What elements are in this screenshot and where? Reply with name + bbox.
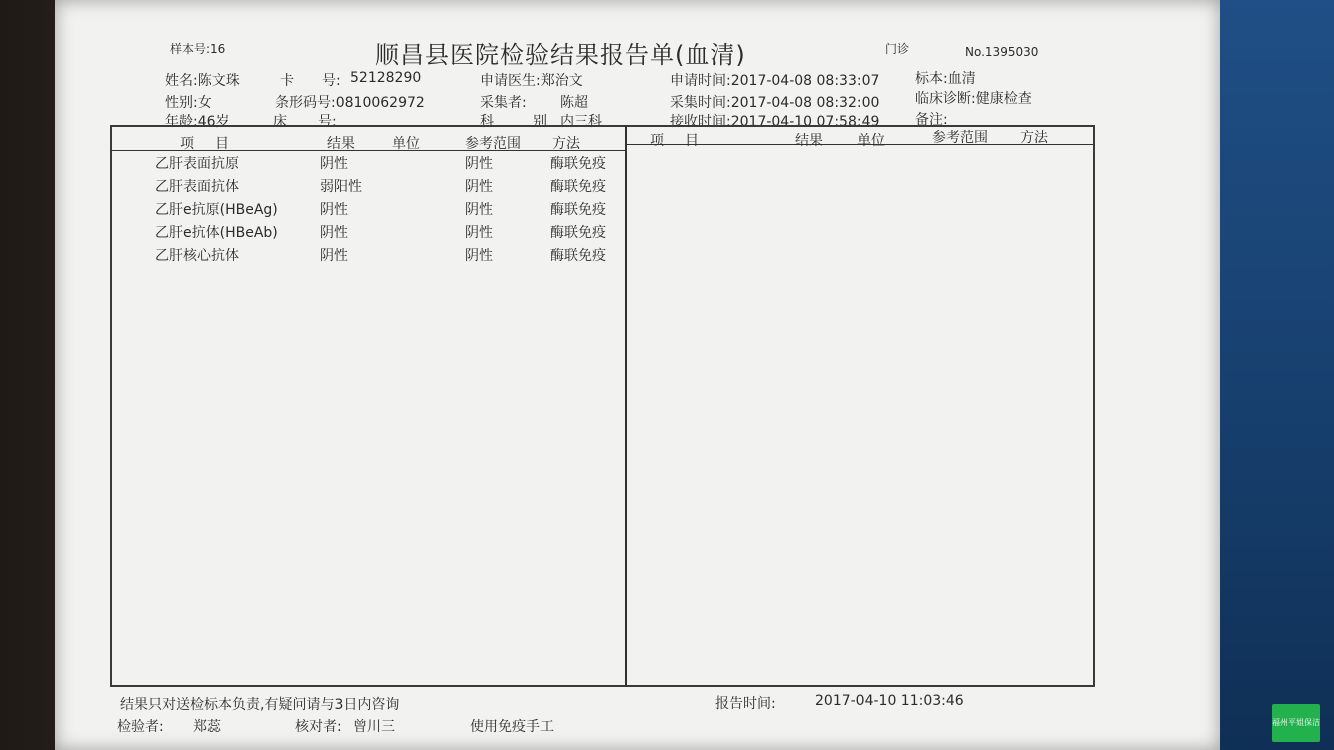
test-method: 酶联免疫: [550, 156, 606, 172]
table-row: [155, 153, 755, 175]
right-header-method: 方法: [1020, 130, 1048, 146]
right-header-result: 结果: [795, 133, 823, 149]
test-method: 酶联免疫: [550, 202, 606, 218]
test-result: 阴性: [320, 248, 348, 264]
test-reference: 阴性: [465, 248, 493, 264]
report-time-label: 报告时间:: [715, 696, 776, 712]
right-header-item-2: 目: [685, 133, 699, 149]
right-header-reference: 参考范围: [932, 130, 988, 146]
clinical-diagnosis: 临床诊断:健康检查: [915, 91, 1032, 107]
inspector-name: 郑蕊: [193, 719, 221, 735]
lab-report-paper: [55, 0, 1220, 750]
collector-label: 采集者:: [480, 95, 527, 111]
table-row: [155, 199, 755, 221]
patient-name: 姓名:陈文珠: [165, 73, 240, 89]
test-method: 酶联免疫: [550, 179, 606, 195]
reviewer-name: 曾川三: [353, 719, 395, 735]
specimen: 标本:血清: [915, 71, 976, 87]
card-number: 52128290: [350, 70, 422, 86]
test-reference: 阴性: [465, 156, 493, 172]
requesting-doctor: 申请医生:郑治文: [480, 73, 583, 89]
test-result: 阴性: [320, 156, 348, 172]
department: 内三科: [560, 114, 602, 130]
blue-mat: [1215, 0, 1334, 750]
collector: 陈超: [560, 95, 588, 111]
patient-age: 年龄:46岁: [165, 114, 230, 130]
left-header-reference: 参考范围: [465, 136, 521, 152]
reviewer-label: 核对者:: [295, 719, 342, 735]
right-header-item: 项: [650, 133, 664, 149]
test-item: 乙肝e抗原(HBeAg): [155, 202, 278, 218]
test-reference: 阴性: [465, 179, 493, 195]
table-row: [155, 222, 755, 244]
test-item: 乙肝表面抗体: [155, 179, 239, 195]
test-item: 乙肝表面抗原: [155, 156, 239, 172]
report-number: No.1395030: [965, 45, 1039, 59]
test-result: 阴性: [320, 202, 348, 218]
remarks: 备注:: [915, 112, 948, 128]
table-row: [155, 245, 755, 267]
report-title: 顺昌县医院检验结果报告单(血清): [375, 41, 746, 69]
card-number-label: 号:: [322, 73, 341, 89]
bed-number-label: 号:: [318, 114, 337, 130]
inspector-label: 检验者:: [117, 719, 164, 735]
left-header-item: 项: [180, 136, 194, 152]
test-result: 弱阳性: [320, 179, 362, 195]
left-header-unit: 单位: [392, 136, 420, 152]
right-header-unit: 单位: [857, 133, 885, 149]
report-time: 2017-04-10 11:03:46: [815, 693, 964, 709]
receive-time: 接收时间:2017-04-10 07:58:49: [670, 114, 880, 130]
table-row: [155, 176, 755, 198]
test-reference: 阴性: [465, 225, 493, 241]
test-method: 酶联免疫: [550, 225, 606, 241]
disclaimer: 结果只对送检标本负责,有疑问请与3日内咨询: [120, 697, 400, 713]
bed-label: 床: [273, 114, 287, 130]
department-type: 门诊: [885, 42, 910, 56]
sample-number: 样本号:16: [170, 42, 226, 56]
results-list: [155, 153, 625, 273]
left-header-method: 方法: [552, 136, 580, 152]
card-label: 卡: [280, 73, 294, 89]
test-item: 乙肝e抗体(HBeAb): [155, 225, 278, 241]
test-result: 阴性: [320, 225, 348, 241]
test-reference: 阴性: [465, 202, 493, 218]
watermark-badge: 福州平姐保洁: [1272, 704, 1320, 742]
department-label-2: 别: [533, 114, 547, 130]
method-note: 使用免疫手工: [470, 719, 554, 735]
left-header-result: 结果: [327, 136, 355, 152]
test-method: 酶联免疫: [550, 248, 606, 264]
collect-time: 采集时间:2017-04-08 08:32:00: [670, 95, 880, 111]
apply-time: 申请时间:2017-04-08 08:33:07: [670, 73, 880, 89]
patient-gender: 性别:女: [165, 95, 212, 111]
test-item: 乙肝核心抗体: [155, 248, 239, 264]
barcode-number: 条形码号:0810062972: [275, 95, 425, 111]
department-label: 科: [480, 114, 494, 130]
left-header-item-2: 目: [215, 136, 229, 152]
